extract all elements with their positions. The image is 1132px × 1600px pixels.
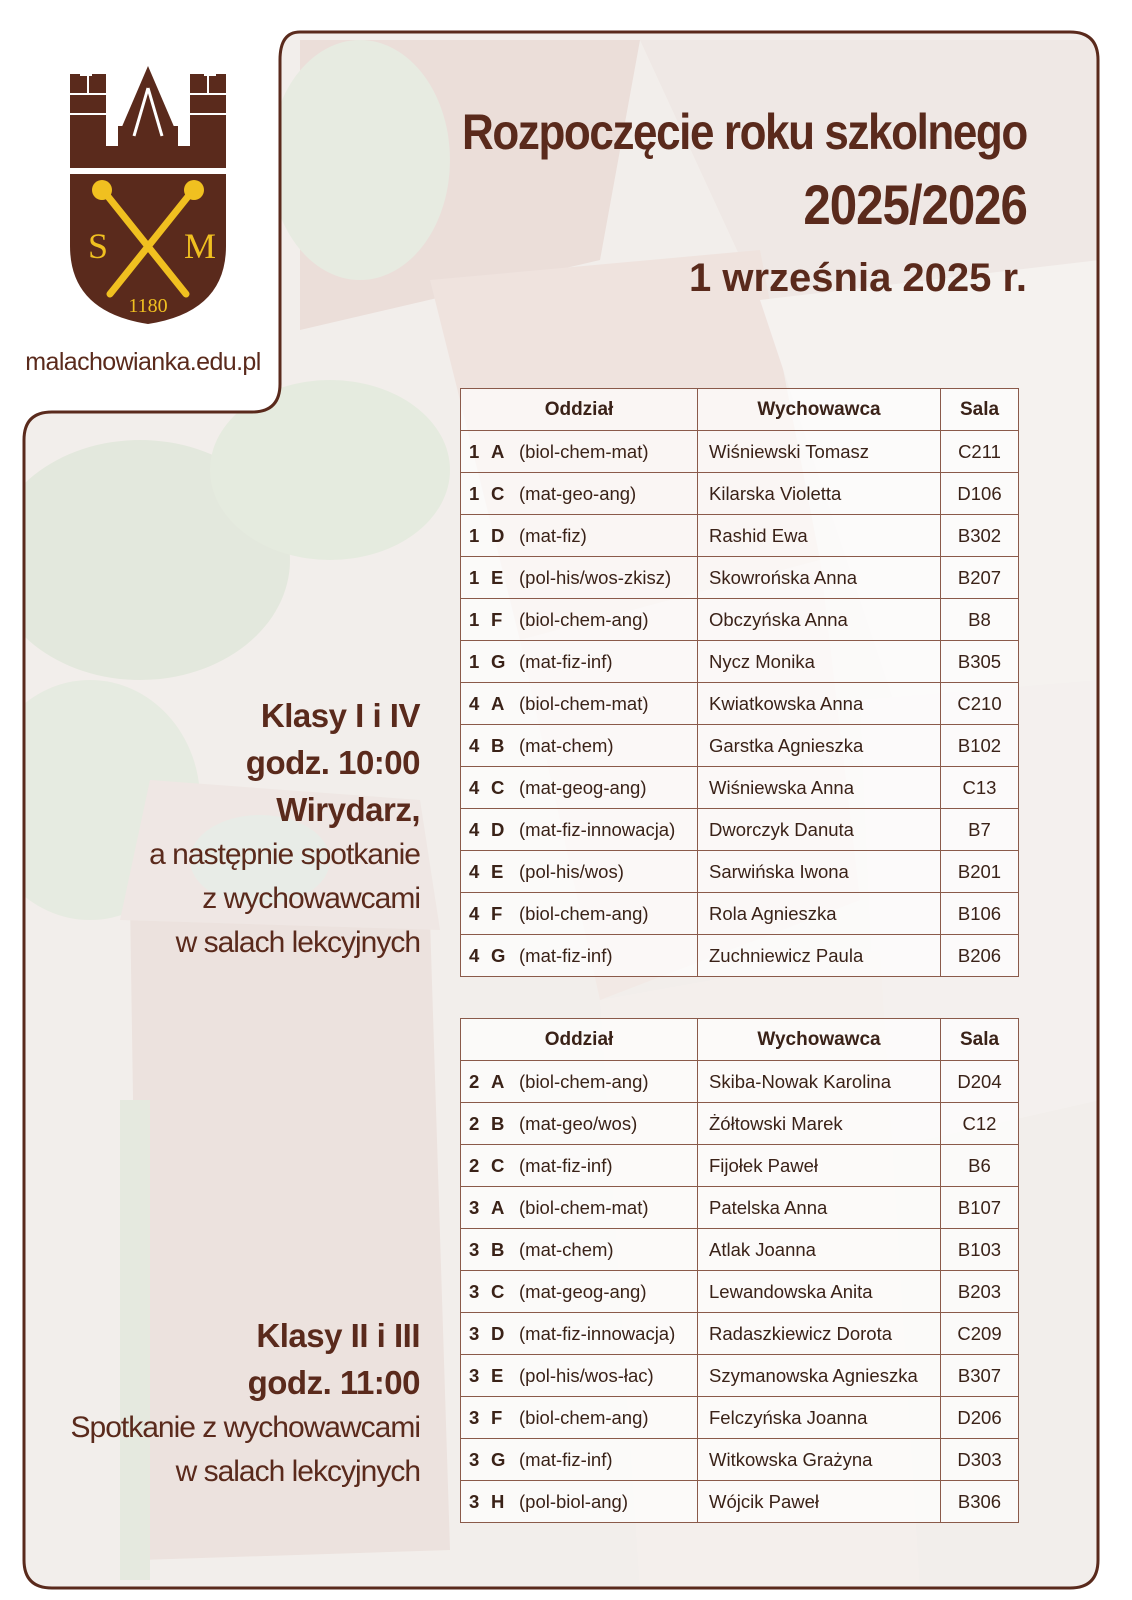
class-year: 4	[469, 860, 480, 882]
class-letter: F	[491, 1406, 503, 1428]
class-profile: (biol-chem-mat)	[519, 1196, 649, 1218]
room-cell: C210	[941, 683, 1019, 725]
class-cell	[461, 1397, 698, 1439]
class-profile: (biol-chem-mat)	[519, 440, 649, 462]
class-year: 3	[469, 1406, 480, 1428]
teacher-name: Kilarska Violetta	[709, 482, 842, 504]
teacher-cell	[698, 1313, 941, 1355]
teacher-name: Żółtowski Marek	[709, 1112, 843, 1134]
teacher-name: Rashid Ewa	[709, 524, 808, 546]
class-year: 4	[469, 692, 480, 714]
class-letter: A	[491, 1196, 505, 1218]
table-row	[461, 431, 1019, 473]
table-row	[461, 473, 1019, 515]
teacher-name: Wiśniewska Anna	[709, 776, 854, 798]
group2-time: godz. 11:00	[247, 1364, 420, 1401]
class-year: 3	[469, 1238, 480, 1260]
class-letter: G	[491, 944, 506, 966]
class-year: 4	[469, 902, 480, 924]
table-row	[461, 851, 1019, 893]
schedule-table-group2	[460, 1018, 1019, 1523]
room-cell: B306	[941, 1481, 1019, 1523]
class-letter: A	[491, 692, 505, 714]
class-year: 2	[469, 1112, 480, 1134]
table-header-row	[461, 1019, 1019, 1061]
teacher-cell	[698, 1481, 941, 1523]
room-cell: D106	[941, 473, 1019, 515]
table-row	[461, 1061, 1019, 1103]
table-header-row	[461, 389, 1019, 431]
room-cell: C209	[941, 1313, 1019, 1355]
class-profile: (mat-fiz-inf)	[519, 1448, 613, 1470]
room-cell: B302	[941, 515, 1019, 557]
table-row	[461, 725, 1019, 767]
logo-letter-m: M	[183, 226, 217, 266]
class-letter: A	[491, 440, 505, 462]
table-row	[461, 767, 1019, 809]
table-row	[461, 683, 1019, 725]
class-profile: (mat-fiz-inf)	[519, 1154, 613, 1176]
class-letter: D	[491, 524, 505, 546]
class-profile: (mat-fiz-inf)	[519, 650, 613, 672]
school-crest-logo	[68, 66, 228, 334]
class-profile: (biol-chem-mat)	[519, 692, 649, 714]
teacher-cell	[698, 473, 941, 515]
teacher-cell	[698, 851, 941, 893]
class-letter: C	[491, 776, 505, 798]
class-cell	[461, 1145, 698, 1187]
class-cell	[461, 1481, 698, 1523]
group1-info	[149, 692, 420, 965]
class-cell	[461, 725, 698, 767]
class-letter: E	[491, 860, 504, 882]
teacher-name: Patelska Anna	[709, 1196, 828, 1218]
group1-line: w salach lekcyjnych	[175, 926, 420, 959]
class-profile: (pol-his/wos-zkisz)	[519, 566, 672, 588]
class-cell	[461, 473, 698, 515]
col-header-class: Oddział	[461, 389, 698, 431]
col-header-teacher: Wychowawca	[698, 389, 941, 431]
class-cell	[461, 1271, 698, 1313]
title-line-2: 2025/2026	[803, 173, 1027, 236]
col-header-room: Sala	[941, 389, 1019, 431]
group2-line: w salach lekcyjnych	[175, 1455, 420, 1488]
teacher-cell	[698, 641, 941, 683]
class-letter: C	[491, 1154, 505, 1176]
teacher-name: Nycz Monika	[709, 650, 815, 672]
class-year: 3	[469, 1364, 480, 1386]
class-cell	[461, 1229, 698, 1271]
teacher-cell	[698, 1145, 941, 1187]
teacher-name: Zuchniewicz Paula	[709, 944, 864, 966]
room-cell: B106	[941, 893, 1019, 935]
table-row	[461, 1355, 1019, 1397]
table-row	[461, 557, 1019, 599]
teacher-cell	[698, 431, 941, 473]
teacher-name: Sarwińska Iwona	[709, 860, 849, 882]
room-cell: B6	[941, 1145, 1019, 1187]
teacher-name: Skiba-Nowak Karolina	[709, 1070, 892, 1092]
teacher-cell	[698, 809, 941, 851]
class-year: 3	[469, 1490, 480, 1512]
class-year: 1	[469, 566, 480, 588]
table-row	[461, 1439, 1019, 1481]
room-cell: B207	[941, 557, 1019, 599]
class-cell	[461, 683, 698, 725]
room-cell: B203	[941, 1271, 1019, 1313]
class-cell	[461, 935, 698, 977]
teacher-name: Felczyńska Joanna	[709, 1406, 868, 1428]
table-row	[461, 1229, 1019, 1271]
class-letter: C	[491, 1280, 505, 1302]
class-cell	[461, 1439, 698, 1481]
class-profile: (mat-geo/wos)	[519, 1112, 638, 1134]
class-letter: H	[491, 1490, 505, 1512]
class-profile: (mat-geog-ang)	[519, 776, 647, 798]
class-year: 1	[469, 608, 480, 630]
room-cell: B7	[941, 809, 1019, 851]
class-cell	[461, 599, 698, 641]
class-profile: (biol-chem-ang)	[519, 1406, 649, 1428]
class-year: 3	[469, 1280, 480, 1302]
class-year: 1	[469, 482, 480, 504]
logo-year: 1180	[128, 295, 168, 317]
class-letter: D	[491, 1322, 505, 1344]
schedule-table-group1	[460, 388, 1019, 977]
class-profile: (mat-fiz-innowacja)	[519, 818, 676, 840]
class-letter: B	[491, 734, 505, 756]
table-row	[461, 599, 1019, 641]
title-line-1: Rozpoczęcie roku szkolnego	[462, 104, 1027, 160]
class-cell	[461, 431, 698, 473]
group1-line: z wychowawcami	[202, 882, 420, 915]
class-letter: G	[491, 1448, 506, 1470]
room-cell: D206	[941, 1397, 1019, 1439]
teacher-cell	[698, 683, 941, 725]
teacher-cell	[698, 1103, 941, 1145]
room-cell: D204	[941, 1061, 1019, 1103]
teacher-cell	[698, 557, 941, 599]
class-year: 3	[469, 1322, 480, 1344]
class-year: 4	[469, 776, 480, 798]
class-year: 4	[469, 818, 480, 840]
teacher-name: Rola Agnieszka	[709, 902, 837, 924]
class-year: 2	[469, 1154, 480, 1176]
room-cell: B103	[941, 1229, 1019, 1271]
room-cell: B107	[941, 1187, 1019, 1229]
class-year: 4	[469, 944, 480, 966]
class-letter: D	[491, 818, 505, 840]
teacher-name: Wójcik Paweł	[709, 1490, 819, 1512]
teacher-name: Skowrońska Anna	[709, 566, 858, 588]
class-profile: (mat-geo-ang)	[519, 482, 637, 504]
class-letter: F	[491, 902, 503, 924]
class-letter: A	[491, 1070, 505, 1092]
teacher-cell	[698, 1439, 941, 1481]
class-profile: (mat-fiz-inf)	[519, 944, 613, 966]
table-row	[461, 641, 1019, 683]
class-cell	[461, 557, 698, 599]
class-letter: E	[491, 566, 504, 588]
teacher-name: Obczyńska Anna	[709, 608, 848, 630]
table-row	[461, 1103, 1019, 1145]
col-header-room: Sala	[941, 1019, 1019, 1061]
room-cell: B102	[941, 725, 1019, 767]
class-profile: (pol-his/wos-łac)	[519, 1364, 654, 1386]
class-cell	[461, 1103, 698, 1145]
class-cell	[461, 515, 698, 557]
teacher-cell	[698, 515, 941, 557]
class-letter: G	[491, 650, 506, 672]
class-profile: (pol-biol-ang)	[519, 1490, 628, 1512]
table-row	[461, 1187, 1019, 1229]
teacher-cell	[698, 1397, 941, 1439]
teacher-cell	[698, 725, 941, 767]
room-cell: D303	[941, 1439, 1019, 1481]
class-profile: (biol-chem-ang)	[519, 608, 649, 630]
group1-time: godz. 10:00	[245, 744, 420, 781]
teacher-cell	[698, 1061, 941, 1103]
room-cell: B206	[941, 935, 1019, 977]
class-profile: (mat-chem)	[519, 734, 614, 756]
title-date: 1 września 2025 r.	[688, 256, 1027, 300]
room-cell: C211	[941, 431, 1019, 473]
teacher-name: Atlak Joanna	[709, 1238, 816, 1260]
teacher-cell	[698, 935, 941, 977]
table-row	[461, 893, 1019, 935]
room-cell: B201	[941, 851, 1019, 893]
group1-line: a następnie spotkanie	[149, 838, 420, 871]
class-year: 2	[469, 1070, 480, 1092]
teacher-name: Witkowska Grażyna	[709, 1448, 873, 1470]
table-row	[461, 935, 1019, 977]
group2-heading: Klasy II i III	[256, 1317, 420, 1354]
group2-line: Spotkanie z wychowawcami	[70, 1411, 420, 1444]
table-row	[461, 515, 1019, 557]
logo-letter-s: S	[87, 226, 109, 266]
group2-info	[71, 1312, 421, 1494]
schedule-body-group1	[461, 431, 1019, 977]
teacher-cell	[698, 1187, 941, 1229]
teacher-cell	[698, 1355, 941, 1397]
class-profile: (mat-fiz-innowacja)	[519, 1322, 676, 1344]
class-year: 3	[469, 1196, 480, 1218]
group1-heading: Klasy I i IV	[260, 697, 420, 734]
class-cell	[461, 1355, 698, 1397]
teacher-name: Dworczyk Danuta	[709, 818, 854, 840]
class-cell	[461, 1187, 698, 1229]
teacher-name: Kwiatkowska Anna	[709, 692, 864, 714]
room-cell: B307	[941, 1355, 1019, 1397]
teacher-name: Lewandowska Anita	[709, 1280, 873, 1302]
class-year: 1	[469, 650, 480, 672]
teacher-name: Fijołek Paweł	[709, 1154, 818, 1176]
group1-place: Wirydarz,	[276, 791, 420, 828]
class-cell	[461, 809, 698, 851]
class-year: 1	[469, 440, 480, 462]
class-cell	[461, 893, 698, 935]
class-cell	[461, 767, 698, 809]
teacher-name: Radaszkiewicz Dorota	[709, 1322, 893, 1344]
room-cell: B8	[941, 599, 1019, 641]
class-profile: (mat-fiz)	[519, 524, 587, 546]
class-profile: (mat-chem)	[519, 1238, 614, 1260]
class-cell	[461, 1313, 698, 1355]
teacher-name: Garstka Agnieszka	[709, 734, 864, 756]
class-cell	[461, 851, 698, 893]
schedule-body-group2	[461, 1061, 1019, 1523]
teacher-name: Wiśniewski Tomasz	[709, 440, 870, 462]
table-row	[461, 1397, 1019, 1439]
room-cell: C12	[941, 1103, 1019, 1145]
room-cell: B305	[941, 641, 1019, 683]
class-profile: (mat-geog-ang)	[519, 1280, 647, 1302]
teacher-name: Szymanowska Agnieszka	[709, 1364, 918, 1386]
class-profile: (biol-chem-ang)	[519, 902, 649, 924]
class-cell	[461, 1061, 698, 1103]
class-year: 1	[469, 524, 480, 546]
table-row	[461, 809, 1019, 851]
class-letter: E	[491, 1364, 504, 1386]
table-row	[461, 1313, 1019, 1355]
class-year: 4	[469, 734, 480, 756]
col-header-class: Oddział	[461, 1019, 698, 1061]
room-cell: C13	[941, 767, 1019, 809]
class-letter: B	[491, 1112, 505, 1134]
class-letter: F	[491, 608, 503, 630]
col-header-teacher: Wychowawca	[698, 1019, 941, 1061]
class-year: 3	[469, 1448, 480, 1470]
page-title	[385, 100, 1027, 310]
table-row	[461, 1271, 1019, 1313]
website-url: malachowianka.edu.pl	[25, 348, 261, 376]
class-letter: C	[491, 482, 505, 504]
teacher-cell	[698, 767, 941, 809]
teacher-cell	[698, 1229, 941, 1271]
class-profile: (pol-his/wos)	[519, 860, 624, 882]
class-cell	[461, 641, 698, 683]
teacher-cell	[698, 1271, 941, 1313]
teacher-cell	[698, 893, 941, 935]
teacher-cell	[698, 599, 941, 641]
table-row	[461, 1145, 1019, 1187]
class-letter: B	[491, 1238, 505, 1260]
table-row	[461, 1481, 1019, 1523]
class-profile: (biol-chem-ang)	[519, 1070, 649, 1092]
